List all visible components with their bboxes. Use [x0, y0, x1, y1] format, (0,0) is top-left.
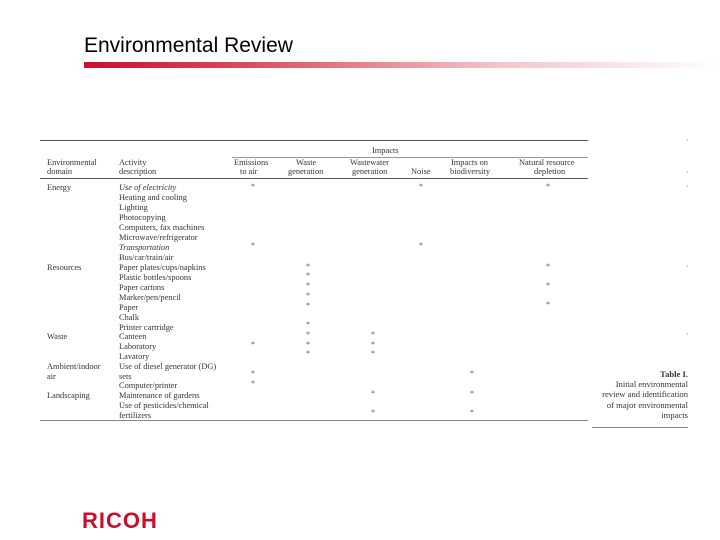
impact-mark: *	[306, 291, 310, 300]
header-wastewater-1: Wastewater	[350, 158, 389, 167]
impact-mark: *	[371, 389, 375, 398]
impact-mark: *	[251, 182, 255, 191]
activity-row: Paper	[119, 303, 139, 312]
activity-row: Paper plates/cups/napkins	[119, 263, 206, 272]
activity-row: Plastic bottles/spoons	[119, 273, 192, 282]
activity-row: Lighting	[119, 203, 148, 212]
impact-mark: *	[251, 369, 255, 378]
impact-mark: *	[306, 301, 310, 310]
activity-row: Computers, fax machines	[119, 223, 205, 232]
domain-energy: Energy	[47, 183, 72, 192]
slide-title: Environmental Review	[84, 34, 293, 57]
activity-row: Marker/pen/pencil	[119, 293, 181, 302]
header-biodiversity-1: Impacts on	[451, 158, 488, 167]
page-edge-mark: ·	[686, 330, 689, 339]
activity-row: Bus/car/train/air	[119, 253, 174, 262]
impact-mark: *	[251, 379, 255, 388]
activity-row: Computer/printer	[119, 381, 178, 390]
activity-row: Use of pesticides/chemical	[119, 401, 209, 410]
page-edge-mark: ·	[686, 136, 689, 145]
header-activity-2: description	[119, 167, 157, 176]
impact-mark: *	[251, 241, 255, 250]
impact-mark: *	[306, 262, 310, 271]
header-wastewater-2: generation	[352, 167, 388, 176]
domain-resources: Resources	[47, 263, 82, 272]
impact-mark: *	[306, 349, 310, 358]
impact-mark: *	[419, 241, 423, 250]
impact-mark: *	[470, 369, 474, 378]
header-noise: Noise	[411, 167, 431, 176]
table-caption-line: of major environmental	[606, 399, 688, 410]
activity-row: Laboratory	[119, 342, 157, 351]
activity-row: Heating and cooling	[119, 193, 187, 202]
table-caption-line: review and identification	[602, 389, 688, 400]
impact-mark: *	[306, 271, 310, 280]
activity-row: Photocopying	[119, 213, 166, 222]
impacts-group-header: Impacts	[372, 146, 399, 155]
table-caption-line: impacts	[661, 409, 688, 420]
impact-mark: *	[251, 340, 255, 349]
page-edge-mark: ·	[686, 262, 689, 271]
impact-mark: *	[546, 182, 550, 191]
activity-row: Lavatory	[119, 352, 150, 361]
impact-mark: *	[306, 340, 310, 349]
impact-mark: *	[419, 182, 423, 191]
header-emissions-1: Emissions	[234, 158, 269, 167]
header-domain-1: Environmental	[47, 158, 97, 167]
table-caption-label: Table I.	[660, 369, 688, 379]
header-activity-1: Activity	[119, 158, 147, 167]
activity-row: Use of diesel generator (DG)	[119, 362, 217, 371]
impact-mark: *	[306, 320, 310, 329]
activity-row: Transportation	[119, 243, 170, 252]
activity-row: Printer cartridge	[119, 323, 174, 332]
activity-row: Paper cartons	[119, 283, 165, 292]
header-emissions-2: to air	[240, 167, 258, 176]
impact-mark: *	[306, 281, 310, 290]
header-resource-1: Natural resource	[519, 158, 575, 167]
page-edge-mark: ·	[686, 182, 689, 191]
domain-waste: Waste	[47, 332, 68, 341]
domain-landscaping: Landscaping	[47, 391, 90, 400]
caption-rule	[592, 427, 688, 428]
activity-row: sets	[119, 372, 132, 381]
header-waste-1: Waste	[296, 158, 317, 167]
impact-mark: *	[546, 300, 550, 309]
impact-mark: *	[306, 330, 310, 339]
header-resource-2: depletion	[534, 167, 566, 176]
activity-row: Microwave/refrigerator	[119, 233, 198, 242]
table-top-rule	[40, 140, 588, 141]
impact-mark: *	[371, 330, 375, 339]
table-caption-line: Initial environmental	[615, 379, 688, 390]
activity-row: Chalk	[119, 313, 140, 322]
impact-mark: *	[371, 349, 375, 358]
activity-row: Maintenance of gardens	[119, 391, 200, 400]
domain-ambient-air-1: Ambient/indoor	[47, 362, 101, 371]
ricoh-logo: RICOH	[82, 508, 158, 533]
page-edge-mark: ·	[686, 168, 689, 177]
header-biodiversity-2: biodiversity	[450, 167, 491, 176]
activity-row: Canteen	[119, 332, 147, 341]
impact-mark: *	[371, 340, 375, 349]
header-domain-2: domain	[47, 167, 73, 176]
impact-mark: *	[470, 389, 474, 398]
domain-ambient-air-2: air	[47, 372, 56, 381]
table-caption	[596, 369, 688, 420]
impact-mark: *	[470, 408, 474, 417]
activity-row: Use of electricity	[119, 183, 177, 192]
impact-mark: *	[371, 408, 375, 417]
impact-mark: *	[546, 281, 550, 290]
impact-mark: *	[546, 262, 550, 271]
activity-row: fertilizers	[119, 411, 152, 420]
header-bottom-rule	[40, 178, 588, 179]
header-waste-2: generation	[288, 167, 324, 176]
